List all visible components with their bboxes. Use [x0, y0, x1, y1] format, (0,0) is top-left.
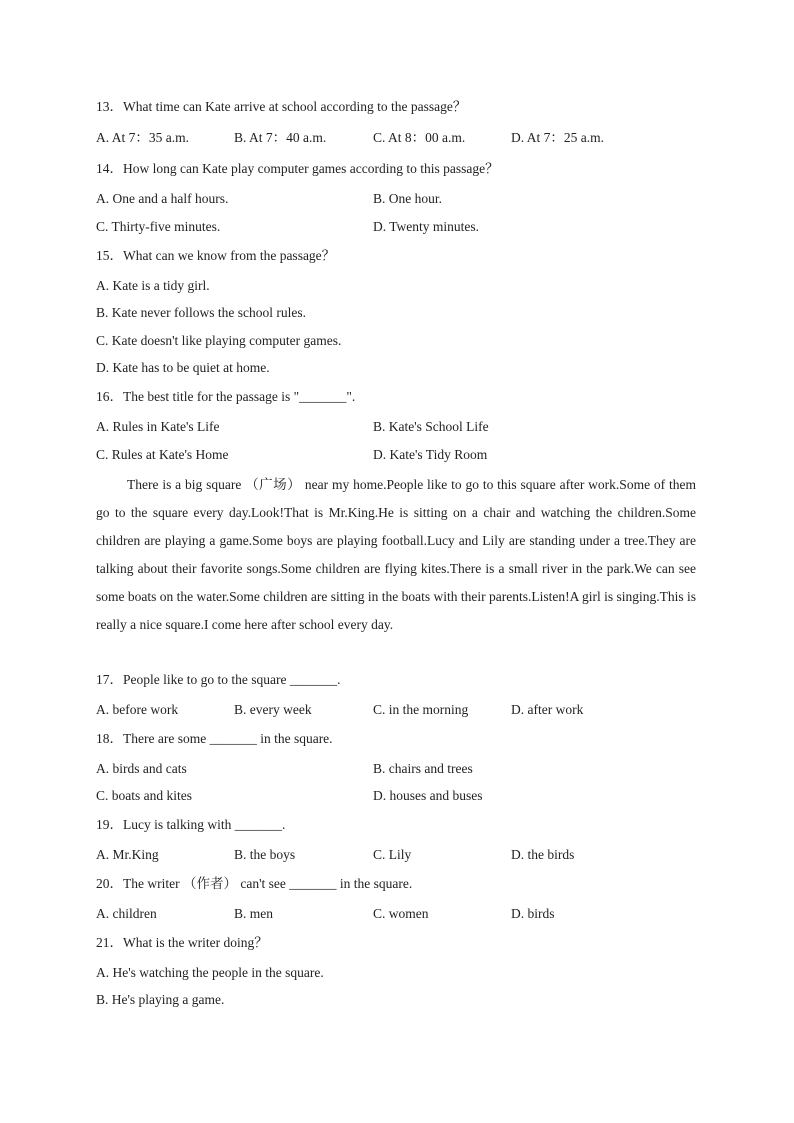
q17-option-c: C. in the morning [373, 702, 469, 717]
q18-option-b: B. chairs and trees [373, 761, 473, 776]
question-21: 21．What is the writer doing？ [96, 935, 268, 950]
question-13: 13．What time can Kate arrive at school according to the passage？ [96, 99, 467, 114]
q16-option-d: D. Kate's Tidy Room [373, 447, 488, 462]
q14-option-c: C. Thirty-five minutes. [96, 219, 221, 234]
q16-option-a: A. Rules in Kate's Life [96, 419, 220, 434]
q18-option-d: D. houses and buses [373, 788, 483, 803]
q17-option-a: A. before work [96, 702, 179, 717]
question-16: 16．The best title for the passage is "_______". [96, 389, 356, 404]
q16-option-b: B. Kate's School Life [373, 419, 489, 434]
q18-option-a: A. birds and cats [96, 761, 187, 776]
q13-option-c: C. At 8：00 a.m. [373, 130, 466, 145]
q17-option-b: B. every week [234, 702, 312, 717]
q20-option-a: A. children [96, 906, 157, 921]
q13-option-a: A. At 7：35 a.m. [96, 130, 189, 145]
q13-option-d: D. At 7：25 a.m. [511, 130, 604, 145]
q21-option-b: B. He's playing a game. [96, 992, 225, 1007]
q15-option-b: B. Kate never follows the school rules. [96, 305, 306, 320]
q17-option-d: D. after work [511, 702, 584, 717]
q14-option-a: A. One and a half hours. [96, 191, 229, 206]
q18-option-c: C. boats and kites [96, 788, 192, 803]
q20-option-b: B. men [234, 906, 273, 921]
q16-option-c: C. Rules at Kate's Home [96, 447, 229, 462]
q20-option-d: D. birds [511, 906, 555, 921]
question-15: 15．What can we know from the passage？ [96, 248, 336, 263]
q19-option-c: C. Lily [373, 847, 412, 862]
q14-option-d: D. Twenty minutes. [373, 219, 480, 234]
q19-option-b: B. the boys [234, 847, 296, 862]
q15-option-d: D. Kate has to be quiet at home. [96, 360, 270, 375]
q13-option-b: B. At 7：40 a.m. [234, 130, 327, 145]
question-19: 19．Lucy is talking with _______. [96, 817, 286, 832]
q19-option-d: D. the birds [511, 847, 575, 862]
q15-option-a: A. Kate is a tidy girl. [96, 278, 210, 293]
question-14: 14．How long can Kate play computer games according to this passage？ [96, 161, 499, 176]
q21-option-a: A. He's watching the people in the square. [96, 965, 324, 980]
q14-option-b: B. One hour. [373, 191, 442, 206]
q20-option-c: C. women [373, 906, 429, 921]
question-17: 17．People like to go to the square _______. [96, 672, 341, 687]
reading-passage: There is a big square （广场） near my home.People like to go to this square after work.Some of them go to the square every day.Look!That is Mr.King.He is sitting on a chair and watching the children.Some children are playing a game.Some boys are playing football.Lucy and Lily are standing under a tree.They are talking about their favorite songs.Some children are flying kites.There is a small river in the park.We can see some boats on the water.Some children are sitting in the boats with their parents.Listen!A girl is singing.This is really a nice square.I come here after school every day. [96, 477, 696, 632]
question-20: 20．The writer （作者） can't see _______ in the square. [96, 876, 413, 891]
q15-option-c: C. Kate doesn't like playing computer games. [96, 333, 342, 348]
question-18: 18．There are some _______ in the square. [96, 731, 333, 746]
q19-option-a: A. Mr.King [96, 847, 159, 862]
